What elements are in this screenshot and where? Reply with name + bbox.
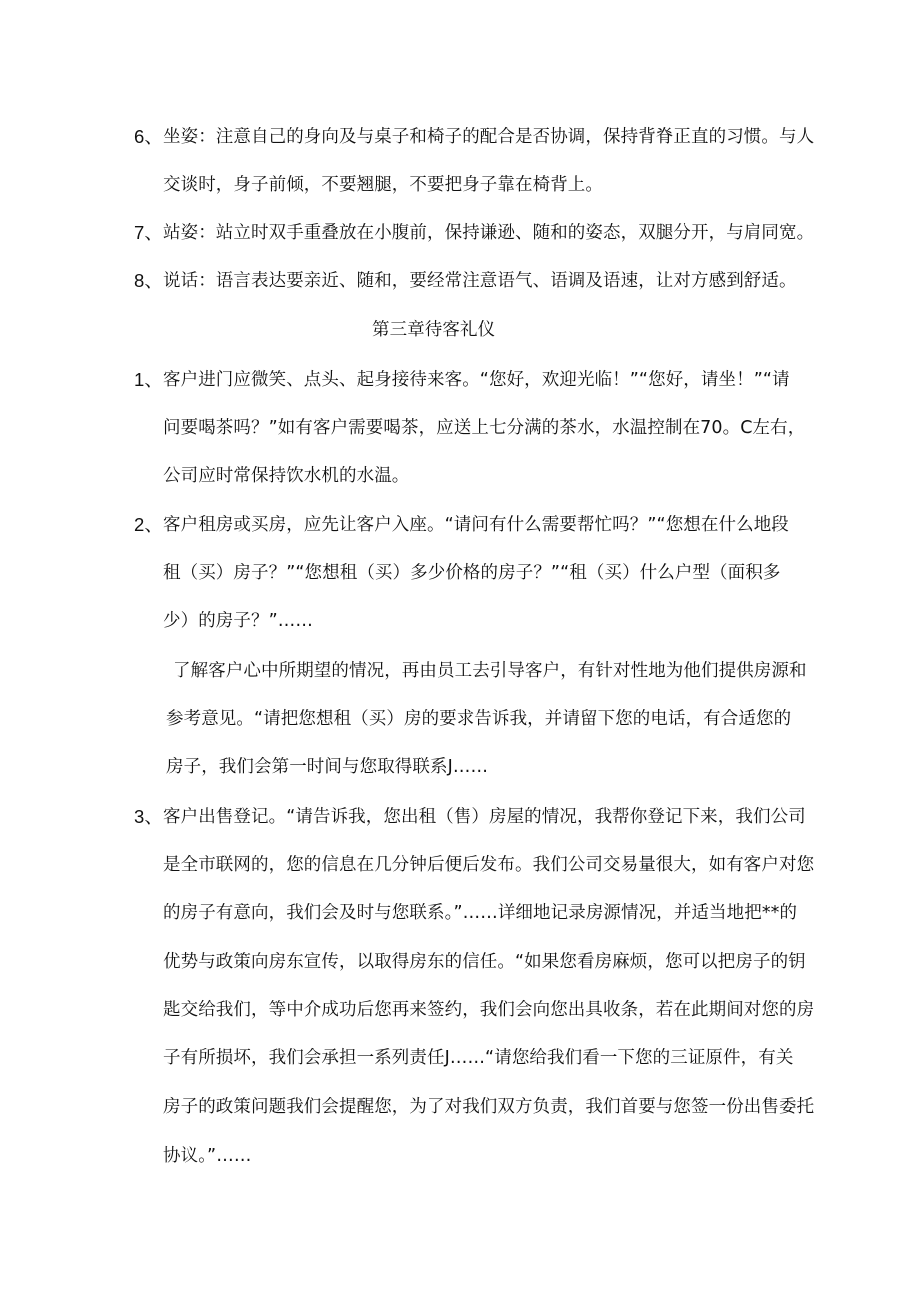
chapter-item-2-line-4: 了解客户心中所期望的情况，再由员工去引导客户，有针对性地为他们提供房源和 (173, 661, 807, 681)
item-8-number: 8、 (134, 270, 163, 291)
chapter-item-3-line-2: 是全市联网的，您的信息在几分钟后便后发布。我们公司交易量很大，如有客户对您 (163, 855, 815, 875)
chapter-item-2-line-1: 客户租房或买房，应先让客户入座。“请问有什么需要帮忙吗？”“您想在什么地段 (163, 515, 789, 535)
chapter-item-3-line-8: 协议。”…… (163, 1146, 252, 1166)
chapter-item-1-line-1: 客户进门应微笑、点头、起身接待来客。“您好，欢迎光临！”“您好，请坐！”“请 (163, 370, 790, 390)
chapter-item-3-line-3: 的房子有意向，我们会及时与您联系。”……详细地记录房源情况，并适当地把**的 (163, 903, 798, 923)
chapter-title: 第三章待客礼仪 (372, 320, 496, 340)
chapter-item-1-line-2: 问要喝茶吗？”如有客户需要喝茶，应送上七分满的茶水，水温控制在70。C左右， (163, 418, 806, 438)
item-7-number: 7、 (134, 222, 163, 243)
chapter-item-3-line-4: 优势与政策向房东宣传，以取得房东的信任。“如果您看房麻烦，您可以把房子的钥 (163, 952, 806, 972)
chapter-item-2-number: 2、 (134, 514, 163, 535)
item-6-number: 6、 (134, 126, 163, 147)
chapter-item-1-number: 1、 (134, 369, 163, 390)
chapter-item-3-line-1: 客户出售登记。“请告诉我，您出租（售）房屋的情况，我帮你登记下来，我们公司 (163, 807, 806, 827)
item-8-line-1: 说话：语言表达要亲近、随和，要经常注意语气、语调及语速，让对方感到舒适。 (163, 271, 797, 291)
chapter-item-2-line-5: 参考意见。“请把您想租（买）房的要求告诉我，并请留下您的电话，有合适您的 (166, 709, 792, 729)
chapter-item-3-line-6: 子有所损坏，我们会承担一系列责任J……“请您给我们看一下您的三证原件，有关 (163, 1048, 794, 1068)
chapter-item-3-line-5: 匙交给我们，等中介成功后您再来签约，我们会向您出具收条，若在此期间对您的房 (163, 1000, 815, 1020)
chapter-item-3-line-7: 房子的政策问题我们会提醒您，为了对我们双方负责，我们首要与您签一份出售委托 (163, 1097, 815, 1117)
chapter-item-2-line-3: 少）的房子？”…… (163, 611, 313, 631)
chapter-item-1-line-3: 公司应时常保持饮水机的水温。 (163, 466, 410, 486)
item-7-line-1: 站姿：站立时双手重叠放在小腹前，保持谦逊、随和的姿态，双腿分开，与肩同宽。 (163, 223, 815, 243)
chapter-item-2-line-2: 租（买）房子？”“您想租（买）多少价格的房子？”“租（买）什么户型（面积多 (163, 563, 781, 583)
chapter-item-2-line-6: 房子，我们会第一时间与您取得联系J…… (166, 757, 489, 777)
chapter-item-3-number: 3、 (134, 806, 163, 827)
item-6-line-2: 交谈时，身子前倾，不要翘腿，不要把身子靠在椅背上。 (163, 175, 603, 195)
item-6-line-1: 坐姿：注意自己的身向及与桌子和椅子的配合是否协调，保持背脊正直的习惯。与人 (163, 127, 815, 147)
